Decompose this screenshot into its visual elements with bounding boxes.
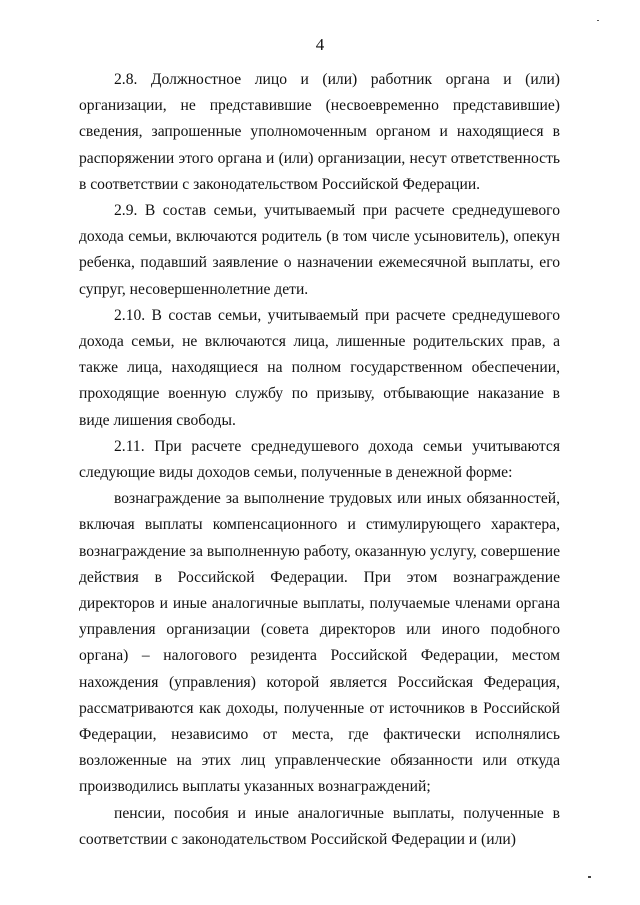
document-body bbox=[79, 67, 560, 853]
paragraph-2-8: 2.8. Должностное лицо и (или) работник органа и (или) организации, не представившие (несвоевременно представившие) сведения, запрошенные уполномоченным органом и находящиеся в распоряжении этого органа и (или) организации, несут ответственность в соответствии с законодательством Российской Федерации. bbox=[79, 71, 560, 193]
paragraph-2-9: 2.9. В состав семьи, учитываемый при расчете среднедушевого дохода семьи, включаются родитель (в том числе усыновитель), опекун ребенка, подавший заявление о назначении ежемесячной выплаты, его супруг, несовершеннолетние дети. bbox=[79, 202, 560, 298]
paragraph-income-remuneration: вознаграждение за выполнение трудовых или иных обязанностей, включая выплаты компенсационного и стимулирующего характера, вознаграждение за выполненную работу, оказанную услугу, совершение действия в Российской Федерации. При этом вознаграждение директоров и иные аналогичные выплаты, получаемые членами органа управления организации (совета директоров или иного подобного органа) – налогового резидента Российской Федерации, местом нахождения (управления) которой является Российская Федерация, рассматриваются как доходы, полученные от источников в Российской Федерации, независимо от места, где фактически исполнялись возложенные на этих лиц управленческие обязанности или откуда производились выплаты указанных вознаграждений; bbox=[79, 490, 560, 796]
page-number: 4 bbox=[315, 35, 325, 54]
paragraph-2-10: 2.10. В состав семьи, учитываемый при расчете среднедушевого дохода семьи, не включаются лица, лишенные родительских прав, а также лица, находящиеся на полном государственном обеспечении, проходящие военную службу по призыву, отбывающие наказание в виде лишения свободы. bbox=[79, 306, 560, 429]
scan-speck bbox=[597, 20, 599, 21]
paragraph-income-pensions: пенсии, пособия и иные аналогичные выплаты, полученные в соответствии с законодательством Российской Федерации и (или) bbox=[79, 804, 560, 848]
scan-speck-bottom bbox=[588, 876, 591, 878]
paragraph-2-11: 2.11. При расчете среднедушевого дохода семьи учитываются следующие виды доходов семьи, полученные в денежной форме: bbox=[79, 437, 560, 482]
